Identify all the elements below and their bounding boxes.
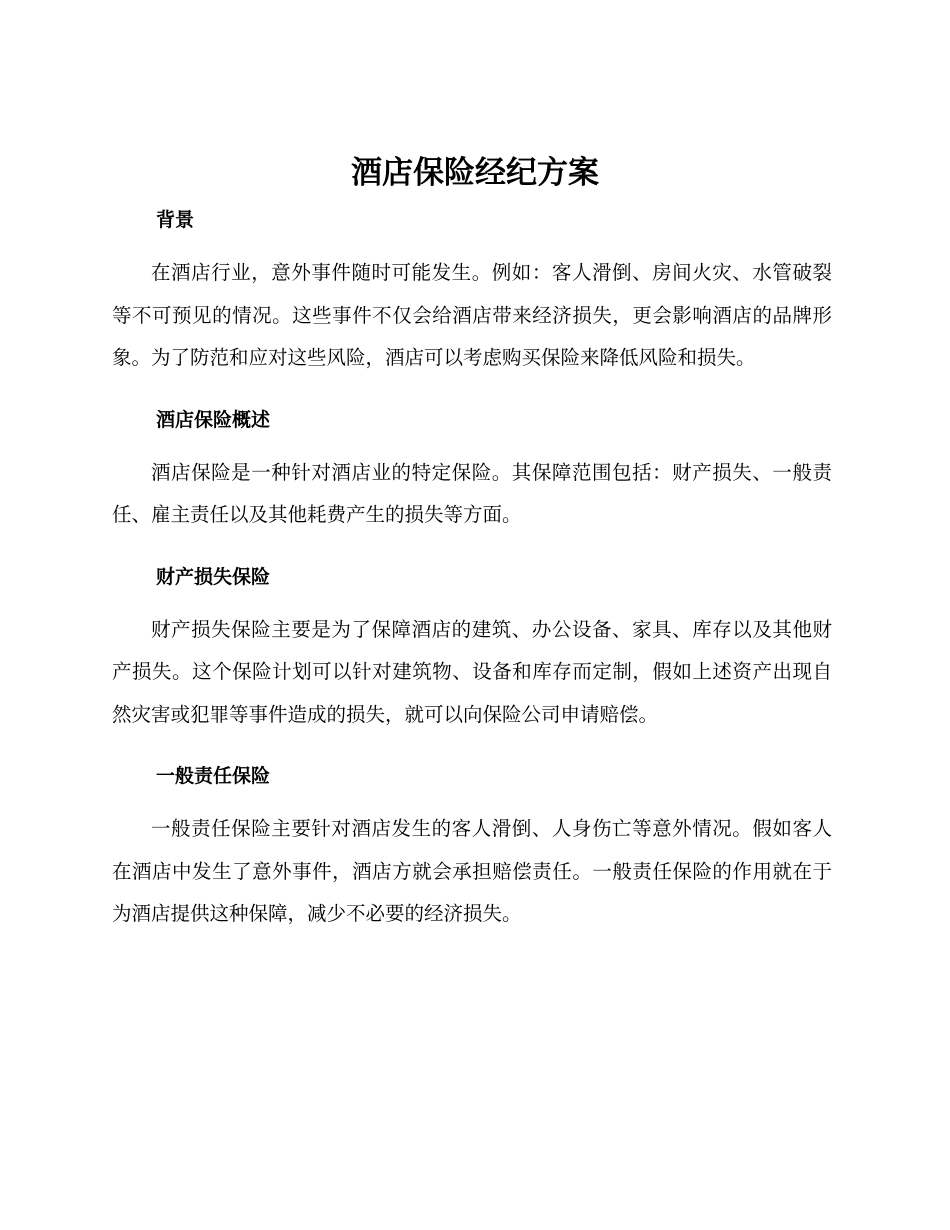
section-paragraph: 在酒店行业，意外事件随时可能发生。例如：客人滑倒、房间火灾、水管破裂等不可预见的情况。这些事件不仅会给酒店带来经济损失，更会影响酒店的品牌形象。为了防范和应对这些风险，酒店可以考虑购买保险来降低风险和损失。 — [112, 261, 832, 369]
section-paragraph: 酒店保险是一种针对酒店业的特定保险。其保障范围包括：财产损失、一般责任、雇主责任以及其他耗费产生的损失等方面。 — [112, 460, 832, 526]
section-paragraph: 财产损失保险主要是为了保障酒店的建筑、办公设备、家具、库存以及其他财产损失。这个保险计划可以针对建筑物、设备和库存而定制，假如上述资产出现自然灾害或犯罪等事件造成的损失，就可以向保险公司申请赔偿。 — [112, 617, 832, 726]
section-general-liability-insurance — [112, 756, 832, 936]
section-background — [112, 200, 832, 380]
document-body — [112, 200, 832, 956]
section-heading: 财产损失保险 — [156, 565, 271, 588]
section-hotel-insurance-overview — [112, 400, 832, 537]
section-heading: 酒店保险概述 — [156, 408, 271, 431]
section-paragraph: 一般责任保险主要针对酒店发生的客人滑倒、人身伤亡等意外情况。假如客人在酒店中发生了意外事件，酒店方就会承担赔偿责任。一般责任保险的作用就在于为酒店提供这种保障，减少不必要的经济损失。 — [112, 817, 832, 925]
section-heading: 背景 — [156, 209, 195, 231]
section-heading: 一般责任保险 — [156, 765, 271, 787]
section-property-loss-insurance — [112, 557, 832, 737]
document-title: 酒店保险经纪方案 — [351, 155, 599, 191]
